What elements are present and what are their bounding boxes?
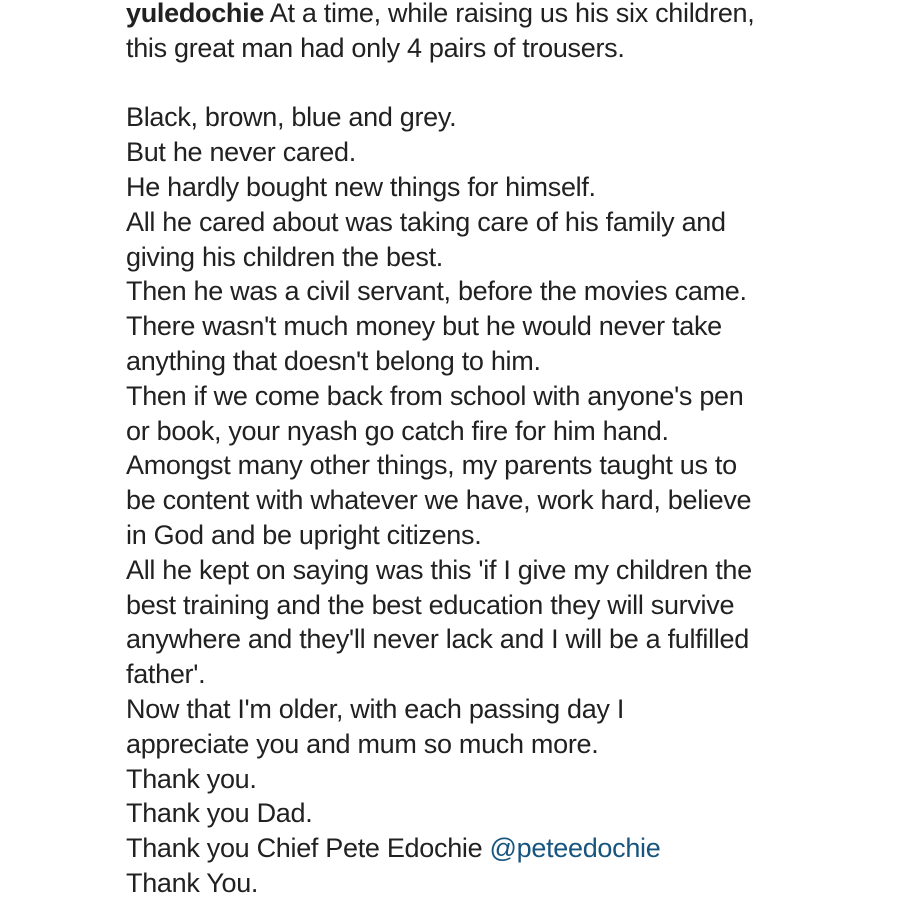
- mention-link[interactable]: @peteedochie: [489, 833, 661, 864]
- caption-line: Now that I'm older, with each passing day I: [126, 693, 625, 724]
- caption-line: Thank you Dad.: [126, 798, 313, 829]
- caption-line: Thank you.: [126, 763, 257, 794]
- caption-line: be content with whatever we have, work hard, believe: [126, 485, 752, 516]
- caption-text: Thank you Chief Pete Edochie: [126, 833, 490, 864]
- caption-line: appreciate you and mum so much more.: [126, 728, 599, 759]
- caption-line: All he kept on saying was this 'if I give my children the: [126, 554, 752, 585]
- caption-line: anywhere and they'll never lack and I will be a fulfilled: [126, 624, 749, 655]
- caption-line: Then if we come back from school with anyone's pen: [126, 380, 744, 411]
- caption-line: Amongst many other things, my parents taught us to: [126, 450, 737, 481]
- caption-line: There wasn't much money but he would never take: [126, 311, 722, 342]
- username-link[interactable]: yuledochie: [126, 0, 265, 28]
- caption-line: Then he was a civil servant, before the movies came.: [126, 276, 747, 307]
- caption-line: Black, brown, blue and grey.: [126, 102, 457, 133]
- caption-line: giving his children the best.: [126, 241, 443, 272]
- caption-line: Thank You.: [126, 867, 259, 898]
- caption-line: best training and the best education they will survive: [126, 589, 735, 620]
- caption-line: or book, your nyash go catch fire for him hand.: [126, 415, 669, 446]
- caption-line: He hardly bought new things for himself.: [126, 171, 596, 202]
- caption-text: At a time, while raising us his six children,: [264, 0, 755, 28]
- caption-line: But he never cared.: [126, 137, 356, 168]
- caption-line: [126, 831, 786, 866]
- post-caption: [126, 0, 786, 901]
- caption-line: [126, 0, 786, 31]
- caption-line: in God and be upright citizens.: [126, 519, 482, 550]
- caption-line: this great man had only 4 pairs of trousers.: [126, 32, 625, 63]
- caption-line: father'.: [126, 659, 206, 690]
- caption-line: anything that doesn't belong to him.: [126, 345, 541, 376]
- caption-line: All he cared about was taking care of his family and: [126, 206, 726, 237]
- blank-line: [126, 66, 786, 101]
